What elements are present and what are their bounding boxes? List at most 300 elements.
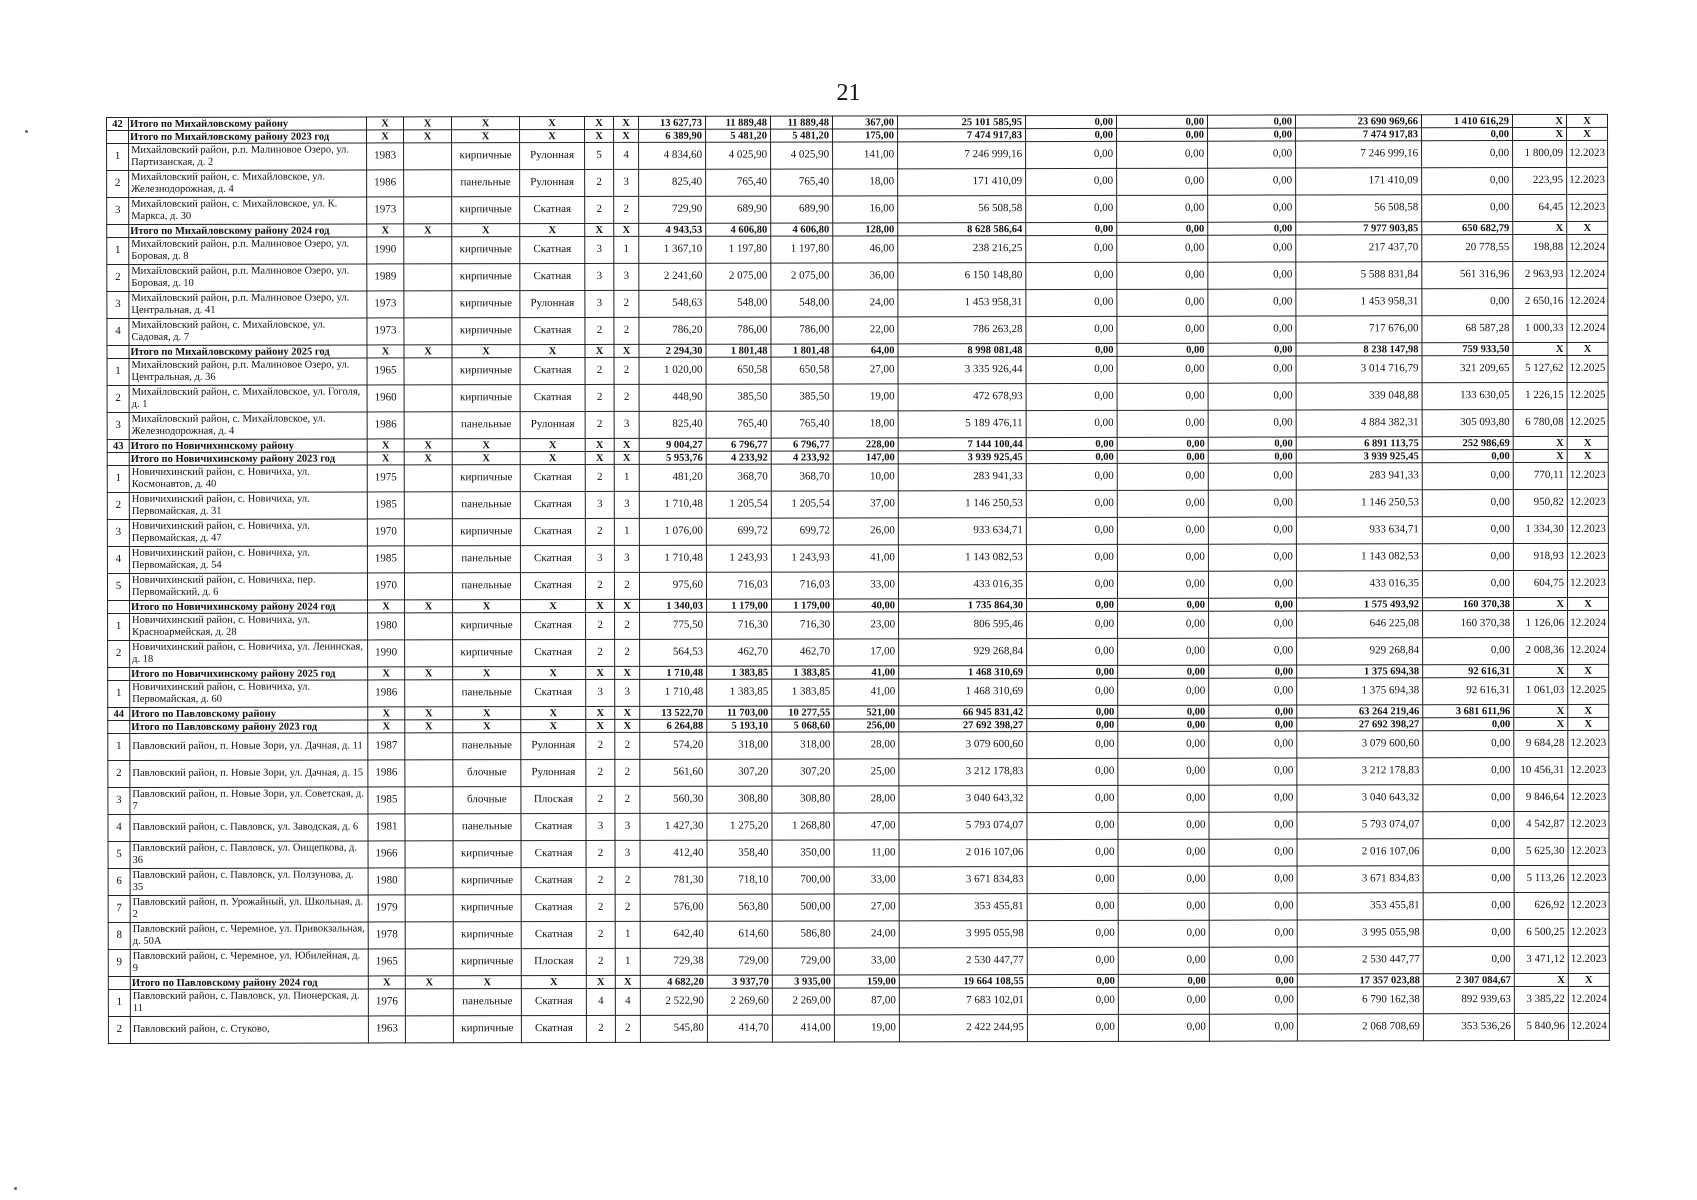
cell-col-16: 0,00 — [1209, 785, 1297, 812]
cell-col-7: X — [586, 706, 615, 719]
address-cell: Михайловский район, р.п. Малиновое Озеро, ул. Центральная, д. 41 — [129, 291, 367, 318]
cell-col-9: 1 710,48 — [640, 666, 707, 679]
cell-col-10: 462,70 — [707, 639, 772, 666]
cell-col-5: X — [453, 720, 521, 733]
cell-col-3: 1986 — [368, 680, 405, 707]
cell-col-5: кирпичные — [453, 1016, 521, 1043]
cell-col-16: 0,00 — [1208, 141, 1296, 168]
cell-col-9: 560,30 — [640, 786, 707, 813]
cell-col-4 — [404, 385, 452, 412]
cell-col-17: 3 014 716,79 — [1296, 356, 1422, 383]
cell-col-14: 0,00 — [1027, 1014, 1118, 1041]
cell-col-18: 0,00 — [1423, 920, 1514, 947]
cell-col-3: 1978 — [368, 922, 405, 949]
cell-col-10: 1 801,48 — [706, 344, 771, 357]
cell-col-13: 5 189 476,11 — [898, 411, 1026, 438]
row-number: 2 — [108, 1016, 130, 1043]
cell-col-16: 0,00 — [1208, 356, 1296, 383]
address-cell: Михайловский район, с. Михайловское, ул. Железнодорожная, д. 4 — [129, 412, 367, 439]
cell-col-11: 5 068,60 — [772, 719, 834, 732]
cell-col-4: X — [404, 452, 452, 465]
cell-col-10: 11 703,00 — [707, 706, 772, 719]
cell-col-9: 448,90 — [639, 384, 706, 411]
cell-col-4 — [404, 412, 452, 439]
cell-col-18: 0,00 — [1422, 450, 1513, 463]
cell-col-15: 0,00 — [1117, 450, 1208, 463]
cell-col-14: 0,00 — [1027, 812, 1118, 839]
cell-col-14: 0,00 — [1027, 638, 1118, 665]
cell-col-14: 0,00 — [1026, 128, 1117, 141]
cell-col-20: X — [1568, 717, 1609, 730]
cell-col-6: Скатная — [520, 491, 585, 518]
cell-col-15: 0,00 — [1118, 598, 1209, 611]
cell-col-9: 1 710,48 — [640, 679, 707, 706]
cell-col-16: 0,00 — [1208, 544, 1296, 571]
cell-col-7: 2 — [586, 894, 615, 921]
cell-col-8: 2 — [614, 196, 639, 223]
cell-col-4: X — [405, 976, 453, 989]
cell-col-15: 0,00 — [1118, 812, 1209, 839]
address-cell: Новичихинский район, с. Новичиха, ул. Космонавтов, д. 40 — [129, 465, 367, 492]
cell-col-18: 0,00 — [1422, 571, 1513, 598]
cell-col-12: 41,00 — [834, 679, 899, 706]
cell-col-15: 0,00 — [1117, 235, 1208, 262]
table-row — [107, 194, 1608, 224]
table-row — [108, 865, 1609, 895]
cell-col-18: 0,00 — [1422, 195, 1513, 222]
cell-col-4 — [405, 1016, 453, 1043]
cell-col-13: 7 474 917,83 — [898, 129, 1026, 142]
cell-col-19: X — [1512, 114, 1566, 127]
cell-col-9: 6 264,88 — [640, 719, 707, 732]
table-row — [108, 811, 1609, 841]
housing-repair-table — [106, 114, 1610, 1044]
cell-col-11: 1 243,93 — [771, 545, 833, 572]
cell-col-12: 33,00 — [834, 867, 899, 894]
cell-col-5: кирпичные — [452, 143, 520, 170]
cell-col-5: X — [452, 224, 520, 237]
cell-col-7: 2 — [586, 786, 615, 813]
cell-col-8: 2 — [615, 1015, 640, 1042]
table-row — [107, 315, 1608, 345]
cell-col-12: 10,00 — [833, 464, 898, 491]
cell-col-5: кирпичные — [452, 465, 520, 492]
cell-col-19: 1 126,06 — [1514, 610, 1568, 637]
cell-col-11: 650,58 — [771, 357, 833, 384]
cell-col-19: X — [1514, 664, 1568, 677]
cell-col-15: 0,00 — [1118, 839, 1209, 866]
cell-col-16: 0,00 — [1209, 678, 1297, 705]
cell-col-16: 0,00 — [1208, 437, 1296, 450]
cell-col-7: X — [585, 116, 614, 129]
row-number: 2 — [108, 760, 130, 787]
cell-col-8: X — [615, 706, 640, 719]
cell-col-15: 0,00 — [1118, 974, 1209, 987]
cell-col-3: X — [367, 117, 404, 130]
cell-col-19: 2 963,93 — [1513, 261, 1567, 288]
cell-col-9: 2 522,90 — [640, 988, 707, 1015]
cell-col-12: 87,00 — [834, 988, 899, 1015]
cell-col-13: 27 692 398,27 — [899, 719, 1027, 732]
cell-col-20: 12.2023 — [1568, 919, 1609, 946]
cell-col-12: 11,00 — [834, 840, 899, 867]
cell-col-14: 0,00 — [1027, 785, 1118, 812]
summary-label: Итого по Михайловскому району — [129, 117, 367, 130]
cell-col-11: 385,50 — [771, 384, 833, 411]
table-row — [108, 946, 1609, 976]
cell-col-8: 2 — [614, 357, 639, 384]
cell-col-7: 3 — [586, 813, 615, 840]
cell-col-14: 0,00 — [1025, 115, 1116, 128]
cell-col-13: 3 079 600,60 — [899, 732, 1027, 759]
page-number: 21 — [836, 80, 861, 106]
summary-label: Итого по Михайловскому району 2024 год — [129, 224, 367, 237]
cell-col-13: 1 468 310,69 — [899, 666, 1027, 679]
cell-col-18: 2 307 084,67 — [1423, 974, 1514, 987]
cell-col-18: 0,00 — [1423, 638, 1514, 665]
cell-col-11: 318,00 — [772, 732, 834, 759]
cell-col-19: X — [1514, 704, 1568, 717]
cell-col-11: 1 801,48 — [771, 344, 833, 357]
cell-col-15: 0,00 — [1117, 141, 1208, 168]
cell-col-8: 4 — [615, 988, 640, 1015]
cell-col-7: 3 — [585, 263, 614, 290]
address-cell: Павловский район, с. Павловск, ул. Ползунова, д. 35 — [130, 868, 368, 895]
cell-col-10: 718,10 — [707, 867, 772, 894]
cell-col-6: Скатная — [520, 384, 585, 411]
cell-col-17: 4 884 382,31 — [1296, 410, 1422, 437]
cell-col-14: 0,00 — [1027, 731, 1118, 758]
cell-col-3: X — [367, 130, 404, 143]
cell-col-6: Скатная — [521, 639, 586, 666]
cell-col-16: 0,00 — [1208, 235, 1296, 262]
cell-col-15: 0,00 — [1118, 785, 1209, 812]
cell-col-16: 0,00 — [1208, 262, 1296, 289]
cell-col-10: 1 179,00 — [707, 599, 772, 612]
cell-col-17: 7 474 917,83 — [1296, 128, 1422, 141]
cell-col-8: 3 — [614, 169, 639, 196]
cell-col-12: 175,00 — [833, 129, 898, 142]
cell-col-20: X — [1567, 449, 1608, 462]
cell-col-10: 318,00 — [707, 732, 772, 759]
cell-col-9: 2 241,60 — [639, 263, 706, 290]
cell-col-14: 0,00 — [1026, 437, 1117, 450]
cell-col-12: 228,00 — [833, 438, 898, 451]
cell-col-5: кирпичные — [453, 613, 521, 640]
cell-col-11: 548,00 — [771, 290, 833, 317]
table-row — [107, 140, 1608, 170]
address-cell: Михайловский район, р.п. Малиновое Озеро, ул. Боровая, д. 10 — [129, 264, 367, 291]
cell-col-14: 0,00 — [1027, 718, 1118, 731]
cell-col-5: блочные — [453, 787, 521, 814]
cell-col-18: 892 939,63 — [1423, 987, 1514, 1014]
cell-col-6: X — [521, 975, 586, 988]
cell-col-17: 63 264 219,46 — [1297, 705, 1423, 718]
cell-col-14: 0,00 — [1027, 974, 1118, 987]
cell-col-8: 4 — [614, 142, 639, 169]
cell-col-12: 36,00 — [833, 263, 898, 290]
cell-col-12: 22,00 — [833, 317, 898, 344]
cell-col-15: 0,00 — [1118, 758, 1209, 785]
cell-col-5: кирпичные — [452, 197, 520, 224]
cell-col-3: 1973 — [367, 197, 404, 224]
cell-col-5: кирпичные — [452, 519, 520, 546]
cell-col-13: 3 335 926,44 — [898, 357, 1026, 384]
cell-col-9: 9 004,27 — [639, 438, 706, 451]
cell-col-10: 716,03 — [706, 572, 771, 599]
cell-col-10: 307,20 — [707, 759, 772, 786]
cell-col-11: 5 481,20 — [771, 129, 833, 142]
row-number — [108, 667, 130, 680]
cell-col-8: X — [615, 666, 640, 679]
cell-col-9: 1 340,03 — [640, 599, 707, 612]
address-cell: Михайловский район, р.п. Малиновое Озеро, ул. Партизанская, д. 2 — [129, 143, 367, 170]
summary-label: Итого по Павловскому району 2023 год — [130, 720, 368, 733]
cell-col-3: X — [367, 224, 404, 237]
cell-col-20: X — [1567, 342, 1608, 355]
cell-col-4 — [405, 989, 453, 1016]
cell-col-9: 1 427,30 — [640, 813, 707, 840]
cell-col-13: 25 101 585,95 — [897, 116, 1025, 129]
cell-col-17: 3 939 925,45 — [1296, 450, 1422, 463]
cell-col-12: 25,00 — [834, 759, 899, 786]
cell-col-10: 414,70 — [707, 1015, 772, 1042]
cell-col-13: 1 453 958,31 — [898, 290, 1026, 317]
cell-col-9: 1 020,00 — [639, 357, 706, 384]
address-cell: Михайловский район, р.п. Малиновое Озеро, ул. Центральная, д. 36 — [129, 358, 367, 385]
cell-col-20: 12.2023 — [1567, 194, 1608, 221]
cell-col-17: 1 375 694,38 — [1297, 665, 1423, 678]
cell-col-12: 24,00 — [834, 921, 899, 948]
cell-col-10: 1 383,85 — [707, 666, 772, 679]
cell-col-19: 5 127,62 — [1513, 355, 1567, 382]
cell-col-10: 1 243,93 — [706, 545, 771, 572]
cell-col-6: Скатная — [520, 572, 585, 599]
cell-col-19: 2 008,36 — [1514, 637, 1568, 664]
cell-col-16: 0,00 — [1208, 128, 1296, 141]
cell-col-18: 1 410 616,29 — [1421, 115, 1512, 128]
cell-col-17: 56 508,58 — [1296, 195, 1422, 222]
cell-col-14: 0,00 — [1026, 262, 1117, 289]
cell-col-15: 0,00 — [1117, 289, 1208, 316]
cell-col-19: X — [1513, 436, 1567, 449]
cell-col-14: 0,00 — [1026, 517, 1117, 544]
cell-col-8: 3 — [614, 411, 639, 438]
cell-col-15: 0,00 — [1117, 490, 1208, 517]
address-cell: Павловский район, с. Черемное, ул. Юбилейная, д. 9 — [130, 949, 368, 976]
cell-col-8: 3 — [615, 679, 640, 706]
cell-col-12: 367,00 — [832, 116, 897, 129]
cell-col-6: Рулонная — [520, 169, 585, 196]
cell-col-10: 1 275,20 — [707, 813, 772, 840]
cell-col-20: 12.2023 — [1568, 757, 1609, 784]
cell-col-6: X — [520, 451, 585, 464]
cell-col-16: 0,00 — [1209, 705, 1297, 718]
cell-col-11: 1 268,80 — [772, 813, 834, 840]
cell-col-11: 307,20 — [772, 759, 834, 786]
cell-col-10: 4 233,92 — [706, 451, 771, 464]
cell-col-19: 604,75 — [1513, 570, 1567, 597]
cell-col-10: 689,90 — [706, 196, 771, 223]
cell-col-18: 3 681 611,96 — [1423, 705, 1514, 718]
cell-col-6: Скатная — [520, 518, 585, 545]
row-number — [107, 130, 129, 143]
cell-col-19: 6 500,25 — [1514, 919, 1568, 946]
cell-col-12: 47,00 — [834, 813, 899, 840]
cell-col-18: 0,00 — [1422, 517, 1513, 544]
cell-col-7: 3 — [585, 236, 614, 263]
cell-col-3: X — [368, 976, 405, 989]
cell-col-14: 0,00 — [1027, 598, 1118, 611]
cell-col-8: X — [615, 599, 640, 612]
cell-col-19: 4 542,87 — [1514, 811, 1568, 838]
cell-col-18: 133 630,05 — [1422, 383, 1513, 410]
cell-col-14: 0,00 — [1026, 544, 1117, 571]
table-row — [107, 462, 1608, 492]
cell-col-12: 46,00 — [833, 236, 898, 263]
cell-col-12: 40,00 — [834, 599, 899, 612]
cell-col-10: 786,00 — [706, 317, 771, 344]
cell-col-17: 2 016 107,06 — [1297, 839, 1423, 866]
cell-col-20: 12.2025 — [1567, 382, 1608, 409]
cell-col-11: 368,70 — [771, 464, 833, 491]
cell-col-17: 717 676,00 — [1296, 316, 1422, 343]
row-number: 3 — [107, 197, 129, 224]
cell-col-8: 2 — [614, 317, 639, 344]
cell-col-19: 1 000,33 — [1513, 315, 1567, 342]
cell-col-8: 3 — [614, 545, 639, 572]
cell-col-7: X — [585, 344, 614, 357]
cell-col-15: 0,00 — [1117, 343, 1208, 356]
cell-col-17: 3 079 600,60 — [1297, 731, 1423, 758]
cell-col-20: 12.2024 — [1567, 261, 1608, 288]
cell-col-12: 159,00 — [834, 975, 899, 988]
cell-col-17: 5 793 074,07 — [1297, 812, 1423, 839]
cell-col-12: 19,00 — [834, 1015, 899, 1042]
cell-col-12: 28,00 — [834, 732, 899, 759]
cell-col-10: 6 796,77 — [706, 438, 771, 451]
cell-col-16: 0,00 — [1208, 490, 1296, 517]
cell-col-5: X — [453, 600, 521, 613]
cell-col-3: 1963 — [368, 1016, 405, 1043]
cell-col-9: 548,63 — [639, 290, 706, 317]
table-row — [108, 757, 1609, 787]
cell-col-13: 8 998 081,48 — [898, 344, 1026, 357]
cell-col-18: 353 536,26 — [1423, 1014, 1514, 1041]
cell-col-17: 27 692 398,27 — [1297, 718, 1423, 731]
cell-col-20: 12.2023 — [1567, 543, 1608, 570]
cell-col-3: 1983 — [367, 143, 404, 170]
cell-col-13: 7 144 100,44 — [898, 438, 1026, 451]
cell-col-13: 433 016,35 — [898, 572, 1026, 599]
summary-label: Итого по Михайловскому району 2025 год — [129, 345, 367, 358]
cell-col-20: 12.2024 — [1568, 610, 1609, 637]
cell-col-15: 0,00 — [1117, 168, 1208, 195]
cell-col-10: 5 193,10 — [707, 719, 772, 732]
cell-col-9: 642,40 — [640, 921, 707, 948]
cell-col-6: X — [520, 438, 585, 451]
cell-col-20: 12.2023 — [1568, 865, 1609, 892]
cell-col-14: 0,00 — [1027, 665, 1118, 678]
cell-col-17: 646 225,08 — [1297, 611, 1423, 638]
cell-col-9: 729,38 — [640, 948, 707, 975]
cell-col-18: 0,00 — [1422, 168, 1513, 195]
cell-col-15: 0,00 — [1118, 920, 1209, 947]
cell-col-7: 2 — [585, 169, 614, 196]
cell-col-4 — [404, 237, 452, 264]
cell-col-7: X — [585, 129, 614, 142]
cell-col-15: 0,00 — [1117, 571, 1208, 598]
cell-col-5: панельные — [453, 989, 521, 1016]
address-cell: Новичихинский район, с. Новичиха, ул. Первомайская, д. 54 — [129, 546, 367, 573]
cell-col-13: 1 735 864,30 — [899, 599, 1027, 612]
row-number: 3 — [108, 787, 130, 814]
row-number — [108, 976, 130, 989]
cell-col-6: Скатная — [520, 317, 585, 344]
cell-col-7: X — [585, 438, 614, 451]
address-cell: Михайловский район, с. Михайловское, ул. Гоголя, д. 1 — [129, 385, 367, 412]
cell-col-12: 24,00 — [833, 290, 898, 317]
cell-col-5: X — [453, 667, 521, 680]
cell-col-17: 1 453 958,31 — [1296, 289, 1422, 316]
cell-col-4 — [404, 197, 452, 224]
cell-col-12: 41,00 — [833, 545, 898, 572]
cell-col-20: 12.2023 — [1568, 730, 1609, 757]
cell-col-17: 929 268,84 — [1297, 638, 1423, 665]
cell-col-5: панельные — [452, 412, 520, 439]
cell-col-12: 18,00 — [833, 411, 898, 438]
cell-col-16: 0,00 — [1208, 316, 1296, 343]
row-number: 1 — [108, 613, 130, 640]
cell-col-11: 586,80 — [772, 921, 834, 948]
cell-col-15: 0,00 — [1117, 316, 1208, 343]
table-row — [107, 355, 1608, 385]
cell-col-5: панельные — [452, 170, 520, 197]
cell-col-16: 0,00 — [1207, 115, 1295, 128]
cell-col-8: 1 — [614, 236, 639, 263]
cell-col-20: 12.2023 — [1567, 140, 1608, 167]
cell-col-20: 12.2025 — [1567, 409, 1608, 436]
cell-col-19: 1 226,15 — [1513, 382, 1567, 409]
cell-col-9: 4 682,20 — [640, 975, 707, 988]
table-row — [107, 543, 1608, 573]
cell-col-4: X — [404, 224, 452, 237]
table-body — [107, 114, 1610, 1043]
cell-col-3: 1985 — [367, 546, 404, 573]
cell-col-20: 12.2023 — [1568, 892, 1609, 919]
table-row — [108, 986, 1609, 1016]
cell-col-19: 198,88 — [1513, 234, 1567, 261]
row-number — [107, 345, 129, 358]
cell-col-17: 3 671 834,83 — [1297, 866, 1423, 893]
cell-col-5: кирпичные — [453, 868, 521, 895]
cell-col-18: 0,00 — [1423, 731, 1514, 758]
cell-col-3: X — [368, 720, 405, 733]
cell-col-11: 716,30 — [772, 612, 834, 639]
cell-col-18: 0,00 — [1422, 490, 1513, 517]
cell-col-18: 650 682,79 — [1422, 222, 1513, 235]
row-number: 5 — [108, 841, 130, 868]
cell-col-20: 12.2024 — [1568, 1013, 1609, 1040]
cell-col-14: 0,00 — [1027, 758, 1118, 785]
cell-col-3: 1965 — [368, 949, 405, 976]
cell-col-15: 0,00 — [1117, 437, 1208, 450]
cell-col-10: 4 606,80 — [706, 223, 771, 236]
cell-col-3: 1986 — [368, 760, 405, 787]
table-row — [108, 730, 1609, 760]
cell-col-12: 64,00 — [833, 344, 898, 357]
row-number: 9 — [108, 949, 130, 976]
